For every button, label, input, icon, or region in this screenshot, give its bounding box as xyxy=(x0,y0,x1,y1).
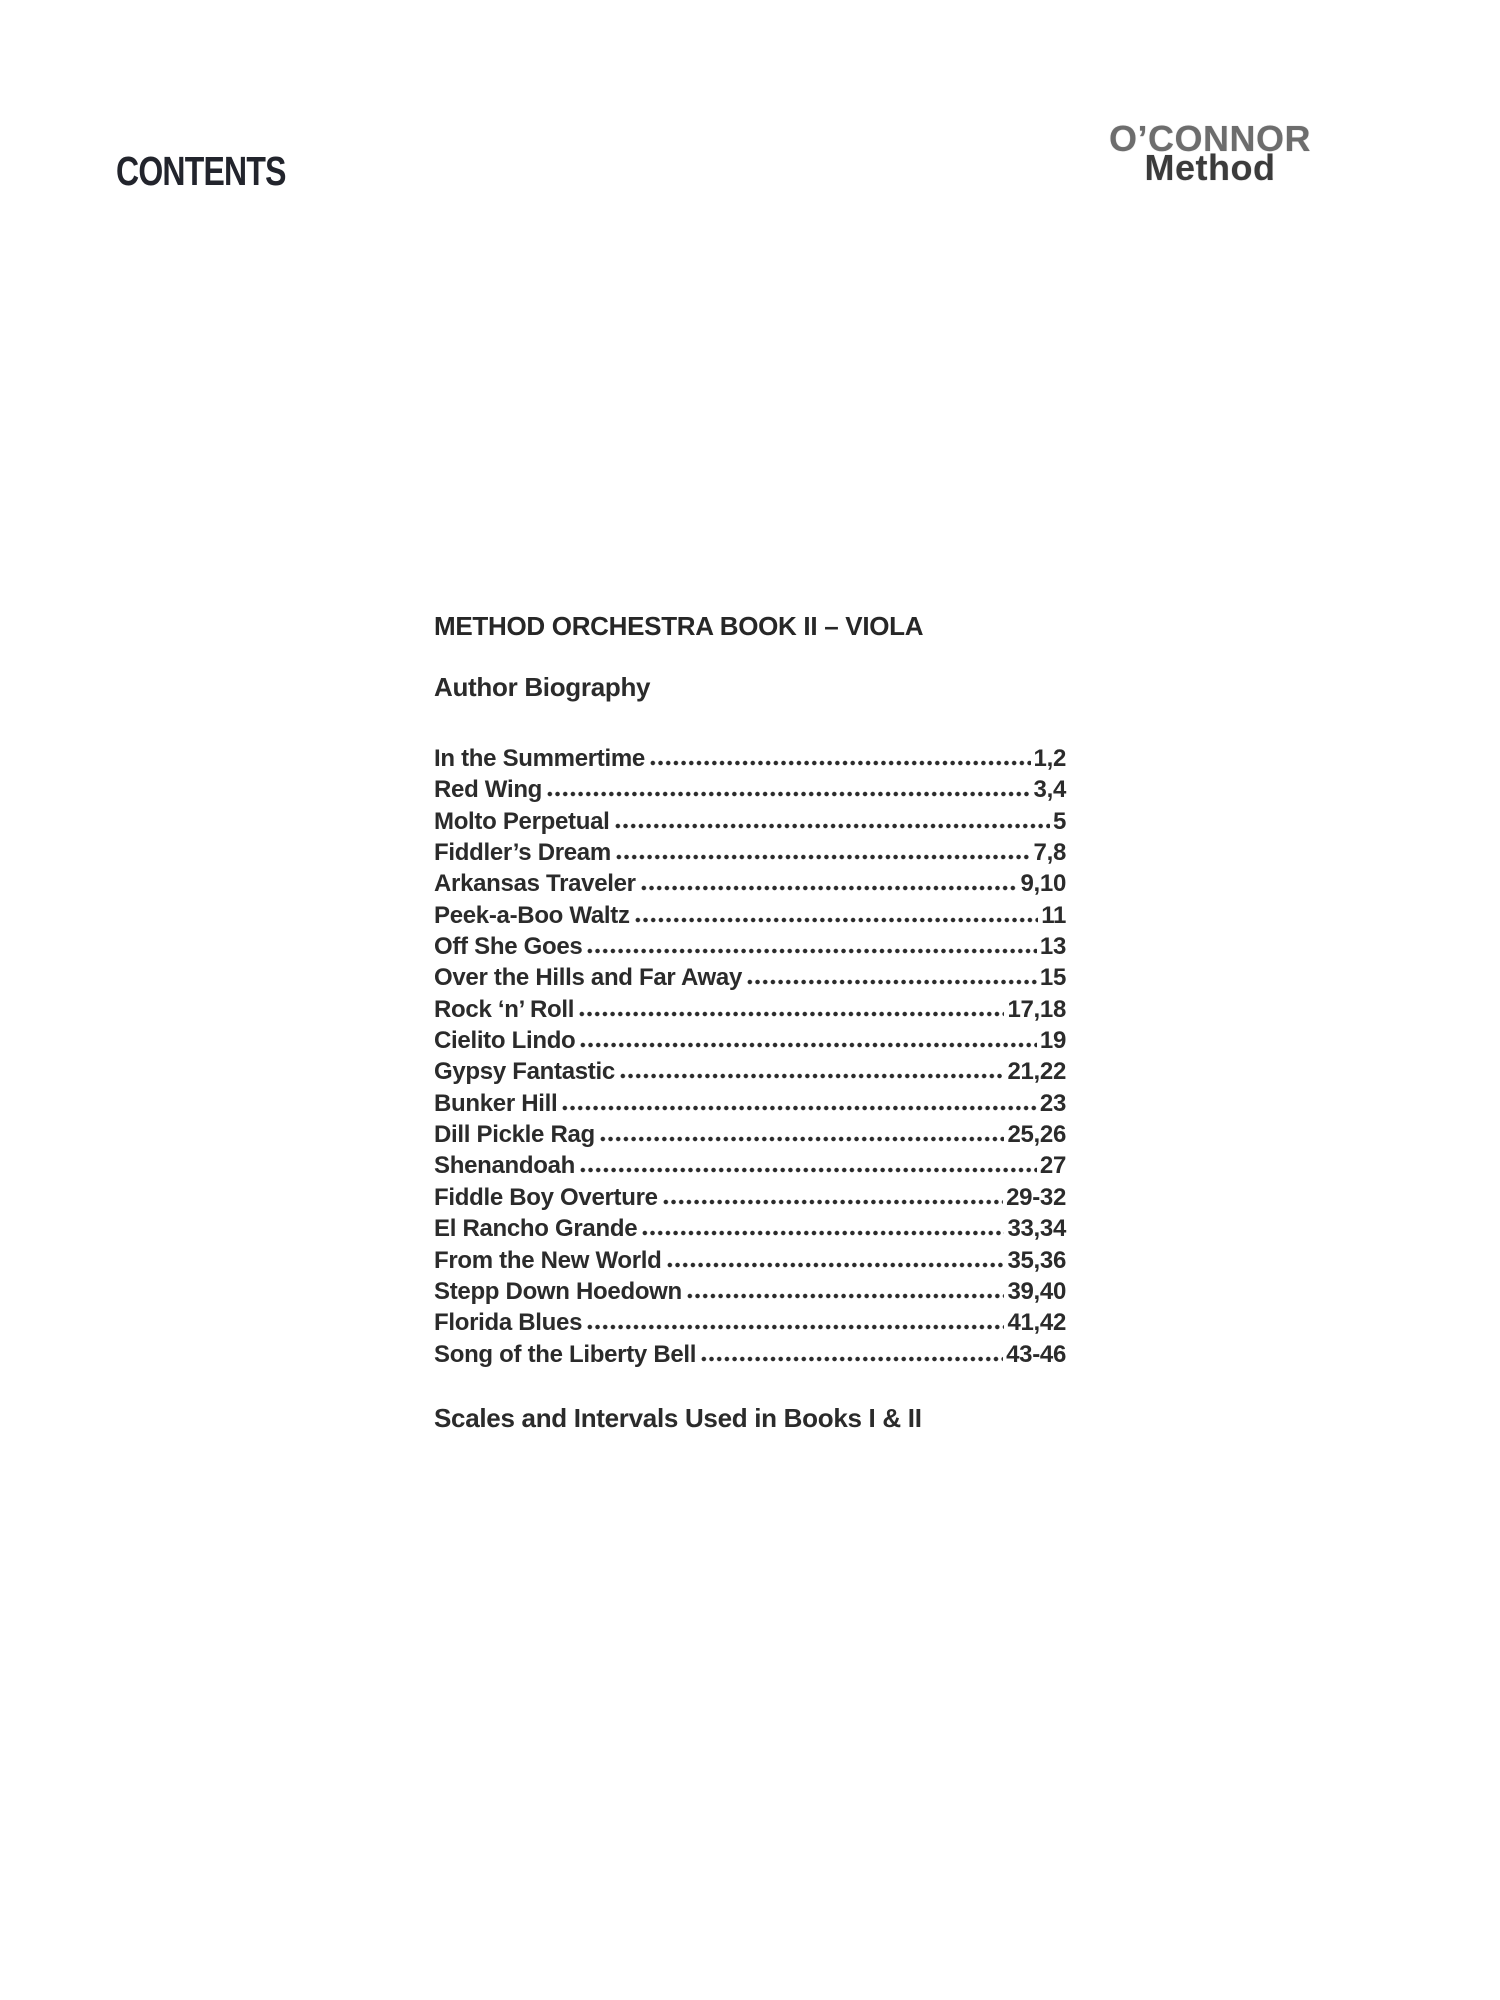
toc-row xyxy=(434,837,1066,868)
dot-leader xyxy=(546,791,1030,797)
dot-leader xyxy=(579,1042,1036,1048)
toc-item-pages: 21,22 xyxy=(1007,1058,1066,1086)
toc-item-title: Bunker Hill xyxy=(434,1089,558,1117)
toc-item-title: Dill Pickle Rag xyxy=(434,1121,595,1149)
dot-leader xyxy=(641,1230,1004,1236)
toc-item-pages: 13 xyxy=(1039,933,1066,961)
toc-item-pages: 15 xyxy=(1039,964,1066,992)
toc-item-title: Song of the Liberty Bell xyxy=(434,1340,697,1368)
logo-method-label: Method xyxy=(1144,147,1276,188)
oconnor-method-logo xyxy=(1098,118,1322,188)
toc-item-title: Fiddler’s Dream xyxy=(434,839,611,867)
logo-brand-name: O’CONNOR xyxy=(1109,118,1311,159)
toc-item-title: Shenandoah xyxy=(434,1152,576,1180)
dot-leader xyxy=(586,1324,1004,1330)
dot-leader xyxy=(649,760,1031,766)
toc-item-pages: 33,34 xyxy=(1007,1215,1066,1243)
toc-item-title: Fiddle Boy Overture xyxy=(434,1183,658,1211)
toc-row xyxy=(434,806,1066,837)
toc-item-pages: 11 xyxy=(1041,901,1066,929)
page-title: CONTENTS xyxy=(116,148,286,194)
dot-leader xyxy=(579,1167,1037,1173)
toc-item-pages: 17,18 xyxy=(1007,995,1066,1023)
dot-leader xyxy=(586,948,1036,954)
dot-leader xyxy=(634,917,1039,923)
toc-item-pages: 27 xyxy=(1039,1152,1066,1180)
toc-item-pages: 35,36 xyxy=(1007,1246,1066,1274)
toc-item-pages: 41,42 xyxy=(1007,1309,1066,1337)
toc-row xyxy=(434,931,1066,962)
toc-row xyxy=(434,1276,1066,1307)
dot-leader xyxy=(746,979,1037,985)
toc-item-title: Off She Goes xyxy=(434,933,583,961)
toc-item-title: Florida Blues xyxy=(434,1309,583,1337)
toc-item-title: Gypsy Fantastic xyxy=(434,1058,615,1086)
dot-leader xyxy=(700,1356,1003,1362)
toc-item-pages: 9,10 xyxy=(1020,870,1066,898)
toc-row xyxy=(434,962,1066,993)
toc-row xyxy=(434,774,1066,805)
toc-row xyxy=(434,1088,1066,1119)
dot-leader xyxy=(615,854,1031,860)
scales-intervals-heading: Scales and Intervals Used in Books I & II xyxy=(434,1403,922,1433)
toc-row xyxy=(434,900,1066,931)
toc-item-title: Rock ‘n’ Roll xyxy=(434,995,575,1023)
dot-leader xyxy=(619,1073,1005,1079)
toc-item-pages: 1,2 xyxy=(1033,745,1066,772)
toc-row xyxy=(434,1245,1066,1276)
toc-item-title: Cielito Lindo xyxy=(434,1027,576,1055)
toc-item-title: Stepp Down Hoedown xyxy=(434,1277,682,1305)
toc-item-title: In the Summertime xyxy=(434,745,645,772)
toc-item-pages: 39,40 xyxy=(1007,1277,1066,1305)
toc-item-title: Arkansas Traveler xyxy=(434,870,636,898)
toc-row xyxy=(434,1119,1066,1150)
dot-leader xyxy=(614,823,1050,829)
toc-item-title: From the New World xyxy=(434,1246,662,1274)
toc-row xyxy=(434,1182,1066,1213)
book-title: METHOD ORCHESTRA BOOK II – VIOLA xyxy=(434,611,924,641)
toc-row xyxy=(434,868,1066,899)
toc-row xyxy=(434,1056,1066,1087)
toc-item-pages: 5 xyxy=(1052,807,1066,835)
dot-leader xyxy=(666,1262,1005,1268)
dot-leader xyxy=(686,1293,1005,1299)
toc-row xyxy=(434,1307,1066,1338)
toc-row xyxy=(434,1025,1066,1056)
toc-row xyxy=(434,1339,1066,1370)
toc-item-pages: 25,26 xyxy=(1007,1121,1066,1149)
toc-item-title: El Rancho Grande xyxy=(434,1215,638,1243)
toc-row xyxy=(434,1150,1066,1181)
toc-item-title: Red Wing xyxy=(434,776,543,804)
toc-item-title: Over the Hills and Far Away xyxy=(434,964,743,992)
dot-leader xyxy=(578,1011,1004,1017)
toc-item-pages: 3,4 xyxy=(1033,776,1066,804)
toc-item-pages: 43-46 xyxy=(1006,1340,1066,1368)
toc-item-pages: 19 xyxy=(1039,1027,1066,1055)
dot-leader xyxy=(662,1199,1003,1205)
dot-leader xyxy=(640,885,1018,891)
dot-leader xyxy=(561,1105,1036,1111)
toc-item-pages: 23 xyxy=(1039,1089,1066,1117)
toc-row xyxy=(434,743,1066,774)
toc-item-pages: 7,8 xyxy=(1033,839,1066,867)
toc-item-title: Peek-a-Boo Waltz xyxy=(434,901,630,929)
toc-row xyxy=(434,1213,1066,1244)
toc-row xyxy=(434,994,1066,1025)
toc-item-pages: 29-32 xyxy=(1006,1183,1066,1211)
dot-leader xyxy=(599,1136,1005,1142)
toc-item-title: Molto Perpetual xyxy=(434,807,610,835)
author-biography-heading: Author Biography xyxy=(434,672,651,702)
table-of-contents xyxy=(434,743,1066,1370)
